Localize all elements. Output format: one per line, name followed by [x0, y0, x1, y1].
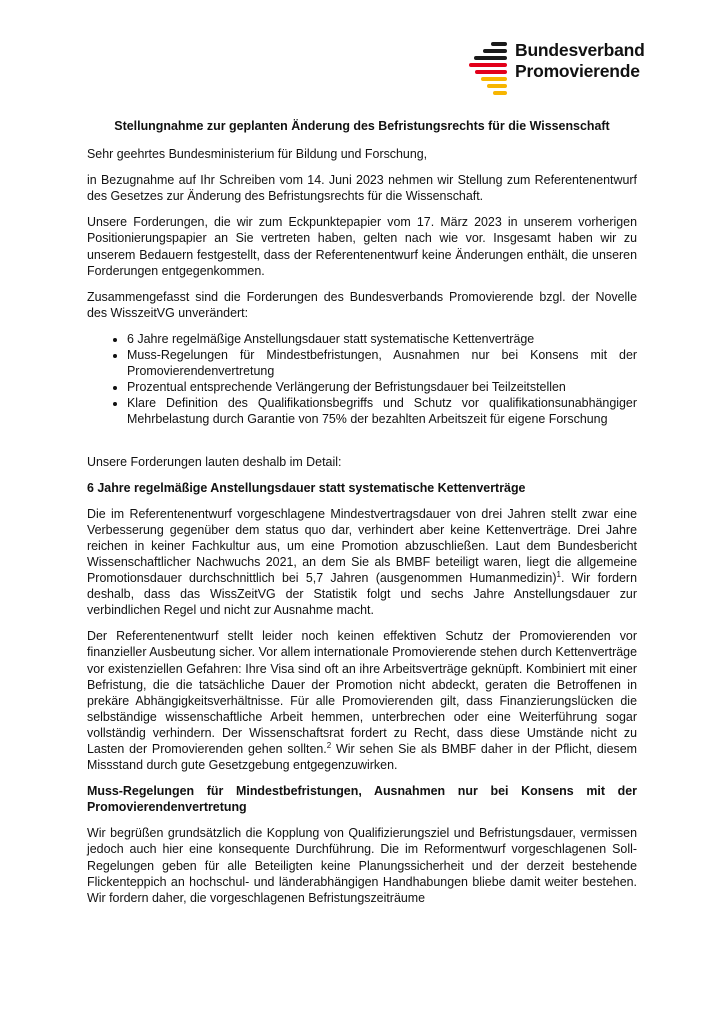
- bundesverband-promovierende-logo: [469, 40, 669, 98]
- list-item: • Prozentual entsprechende Verlängerung der Befristungsdauer bei Teilzeitstellen: [127, 379, 637, 395]
- logo-line-1: Bundesverband: [515, 40, 645, 60]
- footnote-ref-1: 1: [556, 569, 561, 579]
- logo-text: [515, 40, 645, 82]
- demands-list: [87, 331, 637, 428]
- salutation: Sehr geehrtes Bundesministerium für Bildung und Forschung,: [87, 147, 428, 162]
- detail-intro: Unsere Forderungen lauten deshalb im Detail:: [87, 454, 342, 469]
- section-2-paragraph-1: Wir begrüßen grundsätzlich die Kopplung von Qualifizierungsziel und Befristungsdauer, vermissen jedoch auch hier eine konsequente Durchführung. Die im Reformentwurf vorgeschlagenen Soll-Regelungen geben für alle Beteiligten keine Planungssicherheit und der derzeit bestehende Flickenteppich an hochschul- und länderabhängigen Handhabungen bliebe damit weiter bestehen. Wir fordern daher, die vorgeschlagenen Befristungszeiträume: [87, 826, 637, 905]
- section-1-paragraph-2: Der Referentenentwurf stellt leider noch keinen effektiven Schutz der Promovierenden vor finanzieller Ausbeutung sicher. Vor allem internationale Promovierende stehen durch Kettenverträge vor existenziellen Gefahren: Ihre Visa sind oft an ihre Arbeitsverträge geknüpft. Kombiniert mit einer Befristung, die die tatsächliche Dauer der Promotion nicht abdeckt, geraten die Betroffenen in prekäre Abhängigkeitsverhältnisse. Für alle Promovierenden gilt, dass Finanzierungslücken die selbständige wissenschaftliche Arbeit hemmen, unterbrechen oder eine Weiterführung sogar vollständig verhindern. Der Wissenschaftsrat fordert zu Recht, dass diese Umstände nicht zu Lasten der Promovierenden gehen sollten.$^2$ Wir sehen Sie als BMBF daher in der Pflicht, diesem Missstand durch gute Gesetzgebung entgegenzuwirken.: [87, 629, 637, 773]
- list-item: • 6 Jahre regelmäßige Anstellungsdauer statt systematische Kettenverträge: [127, 331, 637, 347]
- document-body: [87, 118, 637, 916]
- list-item: • Muss-Regelungen für Mindestbefristungen, Ausnahmen nur bei Konsens mit der Promovierendenvertretung: [127, 347, 637, 379]
- document-title: Stellungnahme zur geplanten Änderung des Befristungsrechts für die Wissenschaft: [114, 119, 610, 133]
- intro-paragraph: in Bezugnahme auf Ihr Schreiben vom 14. Juni 2023 nehmen wir Stellung zum Referentenentwurf des Gesetzes zur Änderung des Befristungsrechts für die Wissenschaft.: [87, 173, 637, 204]
- position-paragraph: Unsere Forderungen, die wir zum Eckpunktepapier vom 17. März 2023 in unserem vorherigen Positionierungspapier an Sie vertreten haben, gelten nach wie vor. Insgesamt haben wir zu unserem Bedauern festgestellt, dass der Referentenentwurf keine Änderungen enthält, die unseren Forderungen entgegenkommen.: [87, 215, 637, 278]
- section-1-paragraph-1: Die im Referentenentwurf vorgeschlagene Mindestvertragsdauer von drei Jahren stellt zwar eine Verbesserung gegenüber dem status quo dar, verhindert aber keine Kettenverträge. Drei Jahre reichen in keiner Fachkultur aus, um eine Promotion abzuschließen. Laut dem Bundesbericht Wissenschaftlicher Nachwuchs 2021, an dem Sie als BMBF beteiligt waren, liegt die allgemeine Promotionsdauer durchschnittlich bei 5,7 Jahren (ausgenommen Humanmedizin)$^1$. Wir fordern deshalb, dass das WissZeitVG der Statistik folgt und sechs Jahre Anstellungsdauer zur verbindlichen Regel und nicht zur Ausnahme macht.: [87, 506, 637, 618]
- logo-stripes-icon: [469, 42, 513, 98]
- section-2-heading: Muss-Regelungen für Mindestbefristungen, Ausnahmen nur bei Konsens mit der Promovierendenvertretung: [87, 784, 637, 815]
- list-item: • Klare Definition des Qualifikationsbegriffs und Schutz vor qualifikationsunabhängiger Mehrbelastung durch Garantie von 75% der bezahlten Arbeitszeit für eigene Forschung: [127, 395, 637, 427]
- section-1-heading: 6 Jahre regelmäßige Anstellungsdauer statt systematische Kettenverträge: [87, 480, 526, 495]
- footnote-ref-2: 2: [326, 740, 332, 750]
- summary-paragraph: Zusammengefasst sind die Forderungen des Bundesverbands Promovierende bzgl. der Novelle des WisszeitVG unverändert:: [87, 289, 637, 320]
- logo-line-2: Promovierende: [515, 61, 640, 81]
